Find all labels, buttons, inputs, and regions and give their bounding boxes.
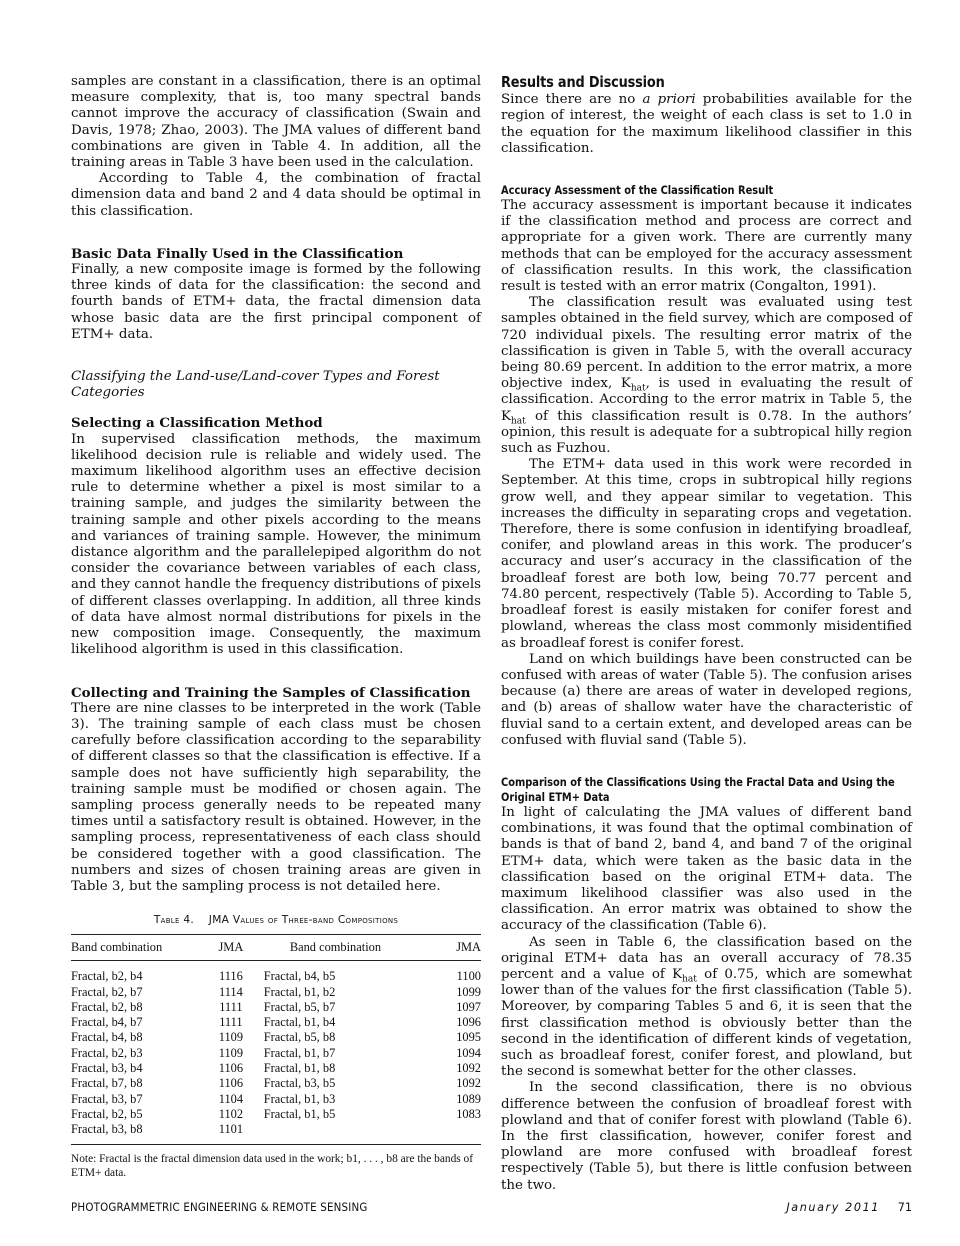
table-cell (264, 1122, 408, 1144)
jma-table (71, 934, 481, 1145)
table-cell: Fractal, b2, b5 (71, 1106, 143, 1121)
table-cell: Fractal, b5, b7 (263, 999, 336, 1014)
table-cell: Fractal, b3, b7 (71, 1091, 143, 1106)
issue-date: January 2011 (786, 1201, 880, 1214)
table-caption (71, 914, 481, 926)
table-cell: 1106 (218, 1076, 244, 1091)
table-cell: 1083 (456, 1106, 481, 1121)
table-row (71, 1061, 481, 1076)
table-row (71, 1107, 481, 1122)
column-header: Band combination (71, 940, 163, 954)
table-cell: 1111 (219, 1015, 243, 1030)
section-heading: Classifying the Land-use/Land-cover Types and Forest Categories (71, 369, 440, 401)
paragraph: As seen in Table 6, the classification based on the original ETM+ data has an overall accuracy of 78.35 percent and a value of $K_{hat}$ of 0.75, which are somewhat lower than of the values for the first classification (Table 5). Moreover, by comparing Tables 5 and 6, it is seen that the first classification method is obviously better than the second in the identification of different kinds of vegetation, such as broadleaf forest, conifer forest, and plowland, but the second is somewhat better for the other classes. (501, 934, 912, 1080)
table-cell: Fractal, b1, b3 (263, 1091, 336, 1106)
table-row (71, 1015, 481, 1030)
table-cell: Fractal, b3, b4 (71, 1061, 143, 1076)
paragraph: In the second classification, there is no obvious difference between the confusion of broadleaf forest with plowland and that of conifer forest with plowland (Table 6). In the first classification, however, conifer forest and plowland are more confused with broadleaf forest respectively (Table 5), but there is little confusion between the two. (501, 1080, 912, 1193)
table-cell: Fractal, b7, b8 (71, 1076, 143, 1091)
table-cell: Fractal, b2, b4 (71, 969, 143, 984)
paragraph: Finally, a new composite image is formed by the following three kinds of data for the classification: the second and fourth bands of ETM+ data, the fractal dimension data whose basic data are the first principal component of ETM+ data. (71, 262, 481, 342)
paragraph: According to Table 4, the combination of fractal dimension data and band 2 and 4 data should be optimal in this classification. (71, 171, 481, 219)
table-cell: 1114 (218, 984, 243, 999)
table-row (71, 1092, 481, 1107)
table-cell: 1089 (456, 1091, 481, 1106)
table-row (71, 1000, 481, 1015)
table-4 (71, 914, 481, 1180)
table-cell: 1106 (218, 1061, 244, 1076)
table-row (71, 961, 481, 985)
table-cell: 1109 (218, 1030, 244, 1045)
paragraph: In light of calculating the JMA values of different band combinations, it was found that the optimal combination of bands is that of band 2, band 4, and band 7 of the original ETM+ data, which were taken as the basic data in the classification based on the original ETM+ data. The maximum likelihood classifier was also used in the classification. An error matrix was obtained to show the accuracy of the classification (Table 6). (501, 804, 912, 934)
paragraph: There are nine classes to be interpreted in the work (Table 3). The training sample of each class must be chosen carefully before classification according to the separability of different classes so that the classification is effective. If a sample does not have sufficiently high separability, the training sample must be modified or chosen again. The sampling process generally needs to be repeated many times until a satisfactory result is obtained. However, in the sampling process, representativeness of each class should be considered together with a good classification. The numbers and sizes of chosen training areas are given in Table 3, but the sampling process is not detailed here. (71, 700, 481, 894)
table-cell: 1116 (218, 969, 243, 984)
table-body (71, 961, 481, 1144)
table-cell: Fractal, b1, b8 (263, 1061, 336, 1076)
table-cell: 1097 (456, 999, 481, 1014)
column-header: JMA (456, 940, 481, 954)
left-column (71, 74, 481, 895)
table-cell: Fractal, b1, b4 (263, 1015, 336, 1030)
table-cell: 1104 (218, 1091, 244, 1106)
section-heading: Selecting a Classification Method (71, 415, 323, 432)
table-cell: Fractal, b2, b3 (71, 1045, 143, 1060)
section-heading: Collecting and Training the Samples of Classification (71, 684, 471, 701)
table-row (71, 1076, 481, 1091)
subsection-heading: Comparison of the Classifications Using the Fractal Data and Using the Original ETM+ Data (501, 775, 895, 804)
table-caption-title: JMA Values of Three-band Compositions (208, 914, 399, 926)
paragraph: Land on which buildings have been constructed can be confused with areas of water (Table 5). The confusion arises because (a) there are areas of water in developed regions, and (b) areas of shallow water have the characteristic of fluvial sand to a certain extent, and developed areas can be confused with fluvial sand (Table 5). (501, 651, 912, 748)
paragraph: The accuracy assessment is important because it indicates if the classification method and process are correct and appropriate for a given work. There are currently many methods that can be employed for the accuracy assessment of classification results. In this work, the classification result is tested with an error matrix (Congalton, 1991). (501, 198, 912, 295)
table-cell: Fractal, b2, b7 (71, 984, 143, 999)
paragraph: Since there are no a priori probabilities available for the region of interest, the weight of each class is set to 1.0 in the equation for the maximum likelihood classifier in this classification. (501, 92, 912, 156)
column-header: JMA (218, 940, 244, 954)
table-cell (407, 1122, 481, 1144)
table-row (71, 985, 481, 1000)
paragraph: samples are constant in a classification, there is an optimal measure complexity, that is, too many spectral bands cannot improve the accuracy of classification (Swain and Davis, 1978; Zhao, 2003). The JMA values of different band combinations are given in Table 4. In addition, all the training areas in Table 3 have been used in the calculation. (71, 74, 481, 171)
table-cell: Fractal, b1, b2 (263, 984, 336, 999)
table-row (71, 1046, 481, 1061)
subsection-heading: Accuracy Assessment of the Classification Result (501, 184, 774, 198)
paragraph: The ETM+ data used in this work were recorded in September. At this time, crops in subtropical hilly regions grow well, and they appear similar to vegetation. This increases the difficulty in separating crops and vegetation. Therefore, there is some confusion in identifying broadleaf, conifer, and plowland areas in this work. The producer’s accuracy and user’s accuracy in the classification of the broadleaf forest are both low, being 70.77 percent and 74.80 percent, respectively (Table 5). According to Table 5, broadleaf forest is easily mistaken for conifer forest and plowland, whereas the class most commonly misidentified as broadleaf forest is conifer forest. (501, 457, 912, 651)
table-cell: Fractal, b4, b8 (71, 1030, 143, 1045)
column-header: Band combination (289, 940, 382, 954)
table-cell: 1101 (218, 1122, 244, 1137)
right-column (501, 74, 912, 1194)
table-cell: 1109 (218, 1045, 244, 1060)
page-number: 71 (897, 1201, 912, 1214)
table-note: Note: Fractal is the fractal dimension data used in the work; b1, . . . , b8 are the bands of ETM+ data. (71, 1152, 474, 1179)
table-cell: 1092 (456, 1076, 481, 1091)
paragraph: The classification result was evaluated using test samples obtained in the field survey, which are composed of 720 individual pixels. The resulting error matrix of the classification is given in Table 5, with the overall accuracy being 80.69 percent. In addition to the error matrix, a more objective index, $K_{hat}$, is used in evaluating the result of classification. According to the error matrix in Table 5, the $K_{hat}$ of this classification result is 0.78. In the authors’ opinion, this result is adequate for a subtropical hilly region such as Fuzhou. (501, 295, 912, 457)
table-cell: 1095 (456, 1030, 481, 1045)
table-cell: Fractal, b1, b7 (263, 1045, 336, 1060)
table-cell: Fractal, b4, b7 (71, 1015, 143, 1030)
table-row (71, 1122, 481, 1144)
page-footer (71, 1201, 912, 1221)
section-heading: Basic Data Finally Used in the Classification (71, 245, 404, 262)
table-cell: 1111 (219, 999, 243, 1014)
section-heading: Results and Discussion (501, 73, 665, 91)
table-caption-label: Table 4. (153, 914, 195, 926)
table-cell: 1099 (456, 984, 481, 999)
table-cell: Fractal, b3, b8 (71, 1122, 143, 1137)
table-row (71, 1030, 481, 1045)
journal-name: PHOTOGRAMMETRIC ENGINEERING & REMOTE SENSING (71, 1201, 368, 1214)
table-cell: 1100 (456, 969, 481, 984)
table-cell: Fractal, b5, b8 (263, 1030, 336, 1045)
table-cell: Fractal, b3, b5 (263, 1076, 336, 1091)
table-cell: Fractal, b2, b8 (71, 999, 143, 1014)
paragraph: In supervised classification methods, the maximum likelihood decision rule is reliable and widely used. The maximum likelihood algorithm uses an effective decision rule to determine whether a pixel is most similar to a training sample, and judges the similarity between the training sample and other pixels according to the means and variances of training sample. However, the minimum distance algorithm and the parallelepiped algorithm do not consider the covariance between variables of each class, and they cannot handle the frequency distributions of pixels of different classes overlapping. In addition, all three kinds of data have almost normal distributions for pixels in the new composition image. Consequently, the maximum likelihood algorithm is used in this classification. (71, 431, 481, 658)
table-cell: 1096 (456, 1015, 481, 1030)
table-cell: 1092 (456, 1061, 481, 1076)
table-cell: 1102 (218, 1106, 244, 1121)
table-cell: Fractal, b1, b5 (263, 1106, 336, 1121)
table-cell: 1094 (456, 1045, 481, 1060)
table-cell: Fractal, b4, b5 (263, 969, 336, 984)
